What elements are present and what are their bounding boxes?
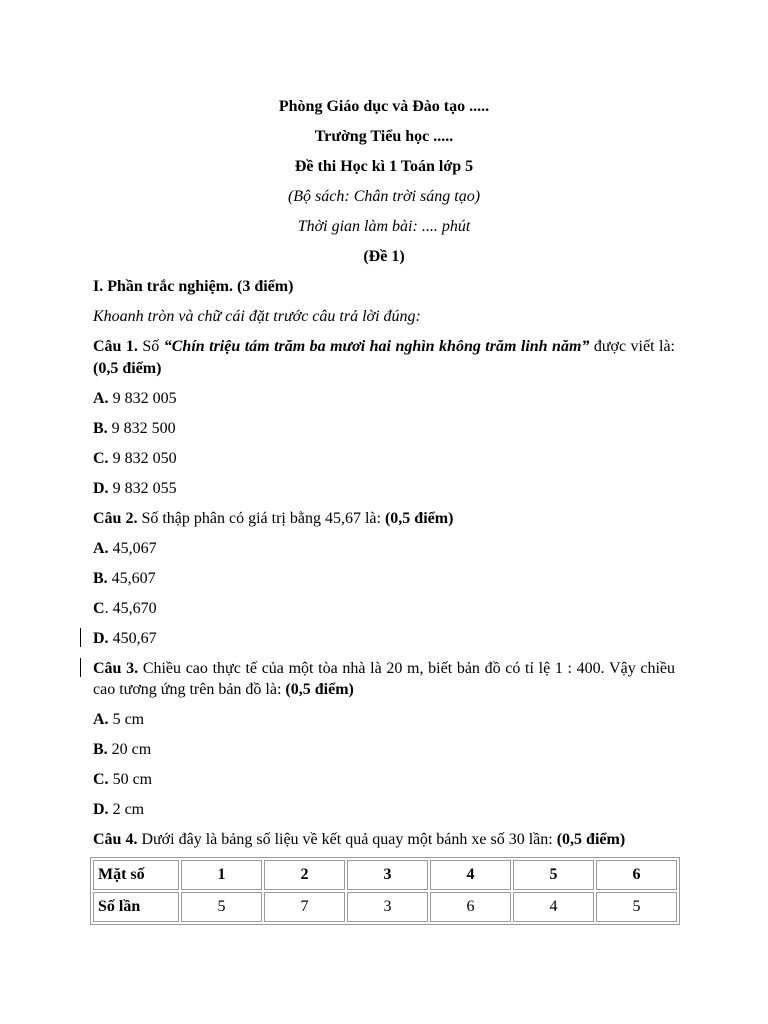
q2-option-b [93, 568, 675, 589]
exam-title: Đề thi Học kì 1 Toán lớp 5 [294, 158, 474, 175]
table-cell: 5 [513, 860, 594, 890]
table-cell: 3 [347, 860, 428, 890]
option-text: . 45,670 [104, 600, 157, 617]
q3-option-b [93, 739, 675, 760]
table-header-cell: Số lần [93, 892, 179, 922]
table-cell: 4 [513, 892, 594, 922]
department-heading: Phòng Giáo dục và Đào tạo ..... [278, 98, 490, 115]
option-text: 9 832 005 [108, 390, 177, 407]
question-1-post: được viết là: [589, 338, 676, 355]
option-text: 9 832 500 [107, 420, 176, 437]
option-letter: D. [93, 480, 109, 497]
question-3-points: (0,5 điểm) [285, 681, 354, 698]
option-letter: A. [93, 711, 109, 728]
option-letter: C. [93, 450, 109, 467]
question-4-points: (0,5 điểm) [556, 831, 626, 848]
question-4 [93, 829, 675, 850]
section-title: I. Phần trắc nghiệm. (3 điểm) [93, 278, 294, 295]
table-cell: 6 [430, 892, 511, 922]
option-letter: C. [93, 771, 109, 788]
question-2-label: Câu 2. [93, 510, 138, 527]
option-text: 45,607 [107, 570, 156, 587]
q2-option-c [93, 598, 675, 619]
option-text: 20 cm [107, 741, 152, 758]
table-header-cell: Mặt số [93, 860, 179, 890]
table-cell: 1 [181, 860, 262, 890]
question-4-label: Câu 4. [93, 831, 138, 848]
q3-option-c [93, 769, 675, 790]
question-2-text: Số thập phân có giá trị bằng 45,67 là: [137, 510, 385, 527]
table-cell: 5 [596, 892, 677, 922]
question-3-label: Câu 3. [93, 660, 139, 677]
table-cell: 6 [596, 860, 677, 890]
question-1-points: (0,5 điểm) [93, 360, 162, 377]
option-letter: C [93, 600, 105, 617]
question-1 [93, 336, 675, 380]
wheel-results-table [90, 857, 680, 925]
q1-option-d [93, 478, 675, 499]
option-letter: B. [93, 570, 108, 587]
option-text: 5 cm [108, 711, 145, 728]
option-letter: A. [93, 540, 109, 557]
q1-option-b [93, 418, 675, 439]
option-letter: B. [93, 741, 108, 758]
option-text: 45,067 [108, 540, 157, 557]
option-text: 2 cm [108, 801, 145, 818]
question-4-text: Dưới đây là bảng số liệu về kết quả quay một bánh xe số 30 lần: [137, 831, 557, 848]
table-cell: 4 [430, 860, 511, 890]
question-3-text: Chiều cao thực tế của một tòa nhà là 20 m, biết bản đồ có tỉ lệ 1 : 400. Vậy chiều cao tương ứng trên bản đồ là: [93, 660, 676, 698]
option-letter: D. [93, 801, 109, 818]
table-cell: 7 [264, 892, 345, 922]
question-2 [93, 508, 675, 529]
school-heading: Trường Tiểu học ..... [314, 128, 454, 145]
table-cell: 2 [264, 860, 345, 890]
question-1-label: Câu 1. [93, 338, 138, 355]
q1-option-c [93, 448, 675, 469]
section-instruction: Khoanh tròn và chữ cái đặt trước câu trả lời đúng: [93, 308, 421, 325]
option-text: 450,67 [108, 630, 157, 647]
option-letter: A. [93, 390, 109, 407]
q3-option-a [93, 709, 675, 730]
exam-version: (Đề 1) [363, 248, 405, 265]
option-text: 9 832 050 [108, 450, 177, 467]
question-2-points: (0,5 điểm) [384, 510, 454, 527]
q1-option-a [93, 388, 675, 409]
document-page [93, 96, 675, 925]
time-subtitle: Thời gian làm bài: .... phút [297, 218, 471, 235]
q2-option-a [93, 538, 675, 559]
q2-option-d [93, 628, 675, 649]
option-letter: B. [93, 420, 108, 437]
option-text: 9 832 055 [108, 480, 177, 497]
table-cell: 5 [181, 892, 262, 922]
table-row-faces [93, 860, 677, 890]
table-cell: 3 [347, 892, 428, 922]
table-row-counts [93, 892, 677, 922]
book-subtitle: (Bộ sách: Chân trời sáng tạo) [287, 188, 481, 205]
question-1-pre: Số [137, 338, 164, 355]
option-text: 50 cm [108, 771, 153, 788]
question-1-quote: “Chín triệu tám trăm ba mươi hai nghìn không trăm linh năm” [163, 338, 590, 355]
question-3 [93, 658, 675, 700]
text-cursor-marker [80, 628, 81, 647]
text-cursor-marker [80, 658, 81, 677]
q3-option-d [93, 799, 675, 820]
option-letter: D. [93, 630, 109, 647]
